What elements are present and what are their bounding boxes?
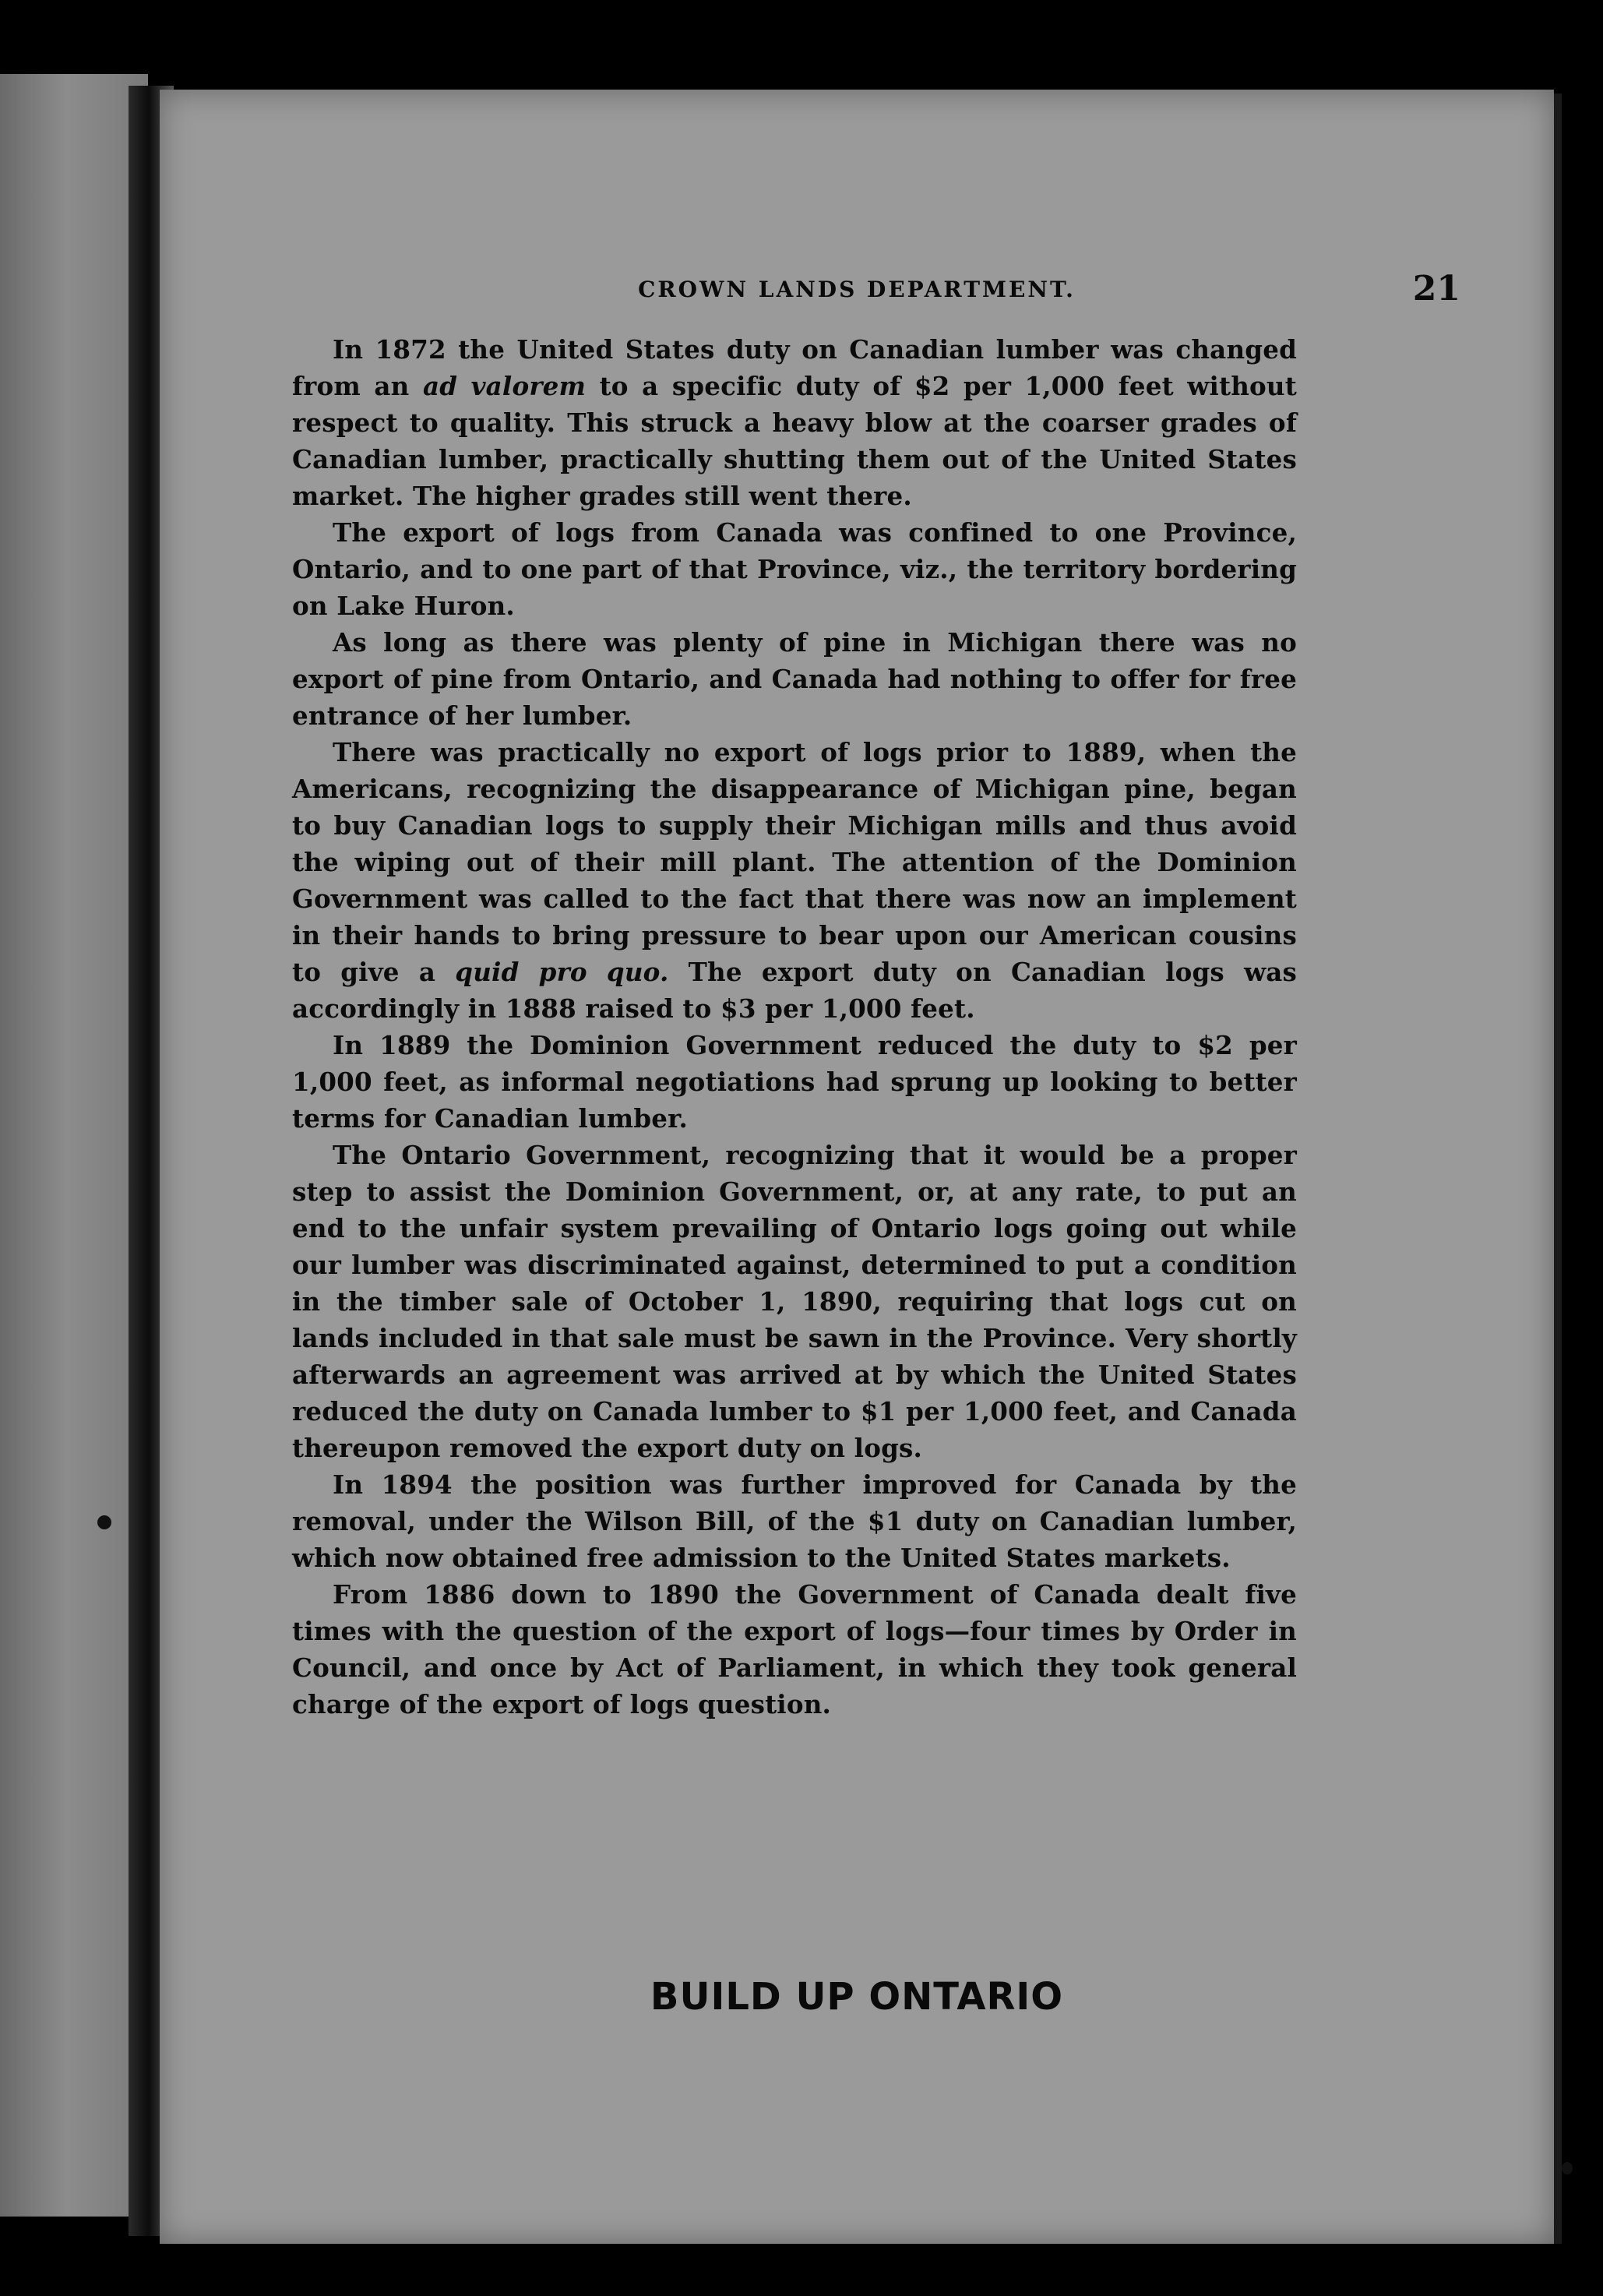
- paragraph: [292, 1137, 1297, 1466]
- paragraph-text: There was practically no export of logs prior to 1889, when the Americans, recognizing the disappearance of Michigan pine, began to buy Canadian logs to supply their Michigan mills and thus avoid the wiping out of their mill plant. The attention of the Dominion Government was called to the fact that there was now an implement in their hands to bring pressure to bear upon our American cousins to give a: [292, 737, 1297, 987]
- ink-speck: [1562, 2162, 1573, 2174]
- paragraph: [292, 331, 1297, 514]
- paragraph-text: The Ontario Government, recognizing that it would be a proper step to assist the Dominion Government, or, at any rate, to put an end to the unfair system prevailing of Ontario logs going out while our lumber was discriminated against, determined to put a condition in the timber sale of October 1, 1890, requiring that logs cut on lands included in that sale must be sawn in the Province. Very shortly afterwards an agreement was arrived at by which the United States reduced the duty on Canada lumber to $1 per 1,000 feet, and Canada thereupon removed the export duty on logs.: [292, 1140, 1297, 1463]
- italic-phrase: quid pro quo.: [455, 957, 669, 987]
- facing-page-edge: [0, 74, 148, 2217]
- italic-phrase: ad valorem: [422, 371, 587, 401]
- footer-slogan: BUILD UP ONTARIO: [650, 1975, 1064, 2019]
- ink-speck: [97, 1515, 111, 1529]
- book-page: [160, 90, 1554, 2244]
- paragraph: [292, 1466, 1297, 1576]
- paragraph-text: In 1872 the United States duty on Canadian lumber was changed from an: [292, 334, 1297, 401]
- paragraph-text: As long as there was plenty of pine in Michigan there was no export of pine from Ontario, and Canada had nothing to offer for free entrance of her lumber.: [292, 627, 1297, 731]
- paragraph: [292, 624, 1297, 734]
- paragraph: [292, 1027, 1297, 1137]
- paragraph-text: From 1886 down to 1890 the Government of Canada dealt five times with the question of the export of logs—four times by Order in Council, and once by Act of Parliament, in which they took general charge of the export of logs question.: [292, 1579, 1297, 1719]
- paragraph-text: to a specific duty of $2 per 1,000 feet without respect to quality. This struck a heavy blow at the coarser grades of Canadian lumber, practically shutting them out of the United States market. The higher grades still went there.: [292, 371, 1297, 511]
- paragraph: [292, 514, 1297, 624]
- paragraph-text: In 1889 the Dominion Government reduced the duty to $2 per 1,000 feet, as informal negotiations had sprung up looking to better terms for Canadian lumber.: [292, 1030, 1297, 1134]
- paragraph-text: The export duty on Canadian logs was accordingly in 1888 raised to $3 per 1,000 feet.: [292, 957, 1298, 1024]
- page-right-edge: [1554, 93, 1562, 2244]
- paragraph-text: In 1894 the position was further improved for Canada by the removal, under the Wilson Bill, of the $1 duty on Canadian lumber, which now obtained free admission to the United States markets.: [292, 1469, 1297, 1573]
- paragraph: [292, 734, 1297, 1027]
- page-header: [160, 269, 1554, 316]
- body-text: [292, 331, 1297, 1723]
- paragraph: [292, 1576, 1297, 1723]
- paragraph-text: The export of logs from Canada was confined to one Province, Ontario, and to one part of that Province, viz., the territory bordering on Lake Huron.: [292, 517, 1297, 621]
- running-head: CROWN LANDS DEPARTMENT.: [638, 277, 1076, 302]
- page-number: 21: [1412, 269, 1460, 309]
